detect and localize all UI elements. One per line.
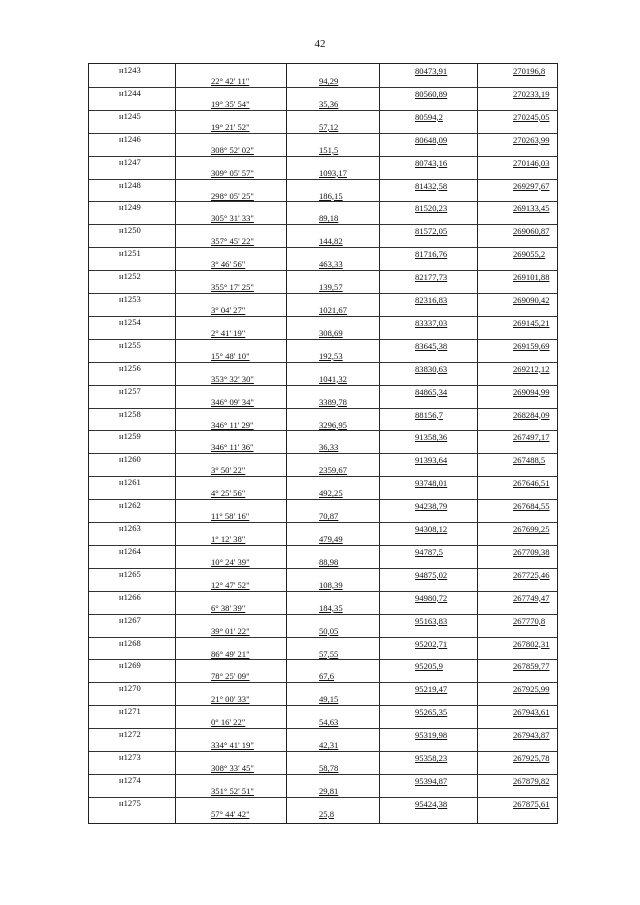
- bearing-angle: 309° 05' 57": [211, 167, 254, 178]
- point-label: н1275: [119, 797, 141, 808]
- row-divider: [89, 522, 557, 523]
- bearing-angle: 298° 05' 25": [211, 190, 254, 201]
- segment-distance: 108,39: [319, 579, 343, 590]
- row-divider: [89, 453, 557, 454]
- y-coordinate: 267699,25: [513, 524, 550, 534]
- y-coordinate: 267684,55: [513, 501, 550, 512]
- row-divider: [89, 682, 557, 683]
- segment-distance: 50,05: [319, 625, 339, 636]
- bearing-angle: 346° 09' 34": [211, 396, 254, 407]
- row-divider: [89, 110, 557, 111]
- bearing-angle: 21° 00' 33": [211, 694, 250, 705]
- x-coordinate: 93748,01: [415, 478, 448, 489]
- table-row: [89, 545, 557, 568]
- x-coordinate: 81716,76: [415, 249, 448, 260]
- point-label: н1250: [119, 225, 141, 236]
- segment-distance: 3389,78: [319, 396, 347, 407]
- x-coordinate: 88156,7: [415, 409, 443, 420]
- x-coordinate: 95424,38: [415, 798, 448, 809]
- row-divider: [89, 156, 557, 157]
- point-label: н1270: [119, 683, 141, 694]
- point-label: н1257: [119, 385, 141, 396]
- row-divider: [89, 728, 557, 729]
- table-row: [89, 133, 557, 156]
- table-row: [89, 430, 557, 453]
- segment-distance: 57,12: [319, 121, 339, 132]
- y-coordinate: 267770,8: [513, 615, 546, 626]
- segment-distance: 58,78: [319, 763, 339, 773]
- table-row: [89, 659, 557, 682]
- table-row: [89, 316, 557, 339]
- table-row: [89, 87, 557, 110]
- table-row: [89, 774, 557, 797]
- y-coordinate: 269159,69: [513, 340, 550, 351]
- x-coordinate: 80743,16: [415, 157, 448, 168]
- y-coordinate: 269060,87: [513, 226, 550, 237]
- table-row: [89, 179, 557, 202]
- table-row: [89, 224, 557, 247]
- point-label: н1264: [119, 545, 141, 556]
- table-row: [89, 64, 557, 87]
- segment-distance: 192,53: [319, 350, 343, 361]
- table-row: [89, 705, 557, 728]
- segment-distance: 29,81: [319, 785, 339, 796]
- x-coordinate: 80560,89: [415, 88, 448, 99]
- row-divider: [89, 591, 557, 592]
- table-row: [89, 637, 557, 660]
- bearing-angle: 308° 52' 02": [211, 144, 254, 155]
- point-label: н1256: [119, 362, 141, 373]
- bearing-angle: 12° 47' 52": [211, 579, 250, 590]
- bearing-angle: 19° 35' 54": [211, 98, 250, 109]
- bearing-angle: 305° 31' 33": [211, 213, 254, 224]
- point-label: н1254: [119, 316, 141, 327]
- x-coordinate: 82316,83: [415, 295, 448, 305]
- y-coordinate: 269297,67: [513, 180, 550, 191]
- row-divider: [89, 705, 557, 706]
- x-coordinate: 91358,36: [415, 432, 448, 443]
- row-divider: [89, 568, 557, 569]
- x-coordinate: 94787,5: [415, 546, 443, 557]
- y-coordinate: 269094,99: [513, 386, 550, 397]
- segment-distance: 57,55: [319, 648, 339, 659]
- segment-distance: 94,29: [319, 76, 339, 86]
- point-label: н1249: [119, 202, 141, 213]
- x-coordinate: 81572,05: [415, 226, 448, 237]
- row-divider: [89, 774, 557, 775]
- point-label: н1252: [119, 271, 141, 282]
- x-coordinate: 82177,73: [415, 272, 448, 283]
- bearing-angle: 357° 45' 22": [211, 236, 254, 247]
- row-divider: [89, 224, 557, 225]
- x-coordinate: 94875,02: [415, 569, 448, 580]
- bearing-angle: 19° 21' 52": [211, 121, 250, 132]
- point-label: н1272: [119, 729, 141, 740]
- row-divider: [89, 408, 557, 409]
- segment-distance: 3296,95: [319, 419, 347, 430]
- table-row: [89, 408, 557, 431]
- x-coordinate: 83645,38: [415, 340, 448, 351]
- row-divider: [89, 179, 557, 180]
- bearing-angle: 10° 24' 39": [211, 556, 250, 567]
- y-coordinate: 267925,99: [513, 684, 550, 695]
- y-coordinate: 267879,82: [513, 775, 550, 786]
- point-label: н1253: [119, 294, 141, 304]
- x-coordinate: 95219,47: [415, 684, 448, 695]
- table-row: [89, 293, 557, 316]
- table-row: [89, 682, 557, 705]
- y-coordinate: 267859,77: [513, 661, 550, 672]
- point-label: н1265: [119, 568, 141, 579]
- bearing-angle: 15° 48' 10": [211, 350, 250, 361]
- y-coordinate: 267875,61: [513, 798, 550, 809]
- row-divider: [89, 385, 557, 386]
- x-coordinate: 95202,71: [415, 638, 448, 649]
- segment-distance: 1093,17: [319, 167, 347, 178]
- y-coordinate: 269090,42: [513, 295, 550, 305]
- row-divider: [89, 339, 557, 340]
- point-label: н1251: [119, 248, 141, 259]
- y-coordinate: 269145,21: [513, 317, 550, 328]
- point-label: н1243: [119, 65, 141, 75]
- x-coordinate: 95358,23: [415, 753, 448, 763]
- x-coordinate: 81432,58: [415, 180, 448, 191]
- point-label: н1271: [119, 706, 141, 717]
- bearing-angle: 6° 38' 39": [211, 602, 246, 613]
- point-label: н1248: [119, 179, 141, 190]
- bearing-angle: 4° 25' 56": [211, 488, 246, 499]
- bearing-angle: 353° 32' 30": [211, 373, 254, 384]
- y-coordinate: 270233,19: [513, 88, 550, 99]
- x-coordinate: 80473,91: [415, 66, 448, 76]
- row-divider: [89, 430, 557, 431]
- y-coordinate: 270263,99: [513, 134, 550, 145]
- segment-distance: 25,8: [319, 808, 335, 819]
- table-row: [89, 797, 557, 820]
- table-row: [89, 110, 557, 133]
- bearing-angle: 39° 01' 22": [211, 625, 250, 636]
- row-divider: [89, 499, 557, 500]
- segment-distance: 184,35: [319, 602, 343, 613]
- bearing-angle: 22° 42' 11": [211, 76, 250, 86]
- segment-distance: 70,87: [319, 511, 339, 522]
- row-divider: [89, 362, 557, 363]
- point-label: н1245: [119, 110, 141, 121]
- segment-distance: 89,18: [319, 213, 339, 224]
- x-coordinate: 95394,87: [415, 775, 448, 786]
- x-coordinate: 83337,03: [415, 317, 448, 328]
- point-label: н1247: [119, 156, 141, 167]
- segment-distance: 1021,67: [319, 305, 347, 315]
- row-divider: [89, 201, 557, 202]
- point-label: н1262: [119, 500, 141, 511]
- point-label: н1273: [119, 752, 141, 762]
- bearing-angle: 346° 11' 36": [211, 442, 254, 453]
- point-label: н1269: [119, 660, 141, 671]
- segment-distance: 139,57: [319, 282, 343, 293]
- segment-distance: 186,15: [319, 190, 343, 201]
- point-label: н1246: [119, 133, 141, 144]
- bearing-angle: 1° 12' 38": [211, 534, 246, 544]
- x-coordinate: 83830,63: [415, 363, 448, 374]
- bearing-angle: 3° 50' 22": [211, 465, 246, 476]
- point-label: н1266: [119, 591, 141, 602]
- x-coordinate: 95319,98: [415, 730, 448, 741]
- segment-distance: 2359,67: [319, 465, 347, 476]
- x-coordinate: 94308,12: [415, 524, 448, 534]
- segment-distance: 151,5: [319, 144, 339, 155]
- segment-distance: 144,82: [319, 236, 343, 247]
- bearing-angle: 351° 52' 51": [211, 785, 254, 796]
- point-label: н1268: [119, 637, 141, 648]
- bearing-angle: 57° 44' 42": [211, 808, 250, 819]
- point-label: н1260: [119, 454, 141, 465]
- x-coordinate: 94980,72: [415, 592, 448, 603]
- row-divider: [89, 270, 557, 271]
- y-coordinate: 267646,51: [513, 478, 550, 489]
- segment-distance: 67,6: [319, 671, 335, 682]
- segment-distance: 49,15: [319, 694, 339, 705]
- table-row: [89, 247, 557, 270]
- bearing-angle: 355° 17' 25": [211, 282, 254, 293]
- table-row: [89, 453, 557, 476]
- y-coordinate: 267488,5: [513, 455, 546, 466]
- segment-distance: 42,31: [319, 740, 339, 751]
- table-row: [89, 568, 557, 591]
- table-row: [89, 728, 557, 751]
- point-label: н1259: [119, 431, 141, 442]
- table-row: [89, 614, 557, 637]
- x-coordinate: 81520,23: [415, 203, 448, 214]
- row-divider: [89, 87, 557, 88]
- y-coordinate: 268284,09: [513, 409, 550, 420]
- bearing-angle: 334° 41' 19": [211, 740, 254, 751]
- x-coordinate: 84865,34: [415, 386, 448, 397]
- table-row: [89, 270, 557, 293]
- y-coordinate: 269055,2: [513, 249, 546, 260]
- table-row: [89, 476, 557, 499]
- point-label: н1255: [119, 339, 141, 350]
- point-label: н1267: [119, 614, 141, 625]
- row-divider: [89, 247, 557, 248]
- point-label: н1274: [119, 774, 141, 785]
- y-coordinate: 269212,12: [513, 363, 550, 374]
- row-divider: [89, 316, 557, 317]
- segment-distance: 36,33: [319, 442, 339, 453]
- row-divider: [89, 614, 557, 615]
- row-divider: [89, 659, 557, 660]
- table-row: [89, 591, 557, 614]
- x-coordinate: 80594,2: [415, 111, 443, 122]
- table-row: [89, 499, 557, 522]
- y-coordinate: 267802,31: [513, 638, 550, 649]
- table-row: [89, 751, 557, 774]
- y-coordinate: 269133,45: [513, 203, 550, 214]
- y-coordinate: 267709,38: [513, 546, 550, 557]
- x-coordinate: 80648,09: [415, 134, 448, 145]
- x-coordinate: 91393,64: [415, 455, 448, 466]
- table-row: [89, 362, 557, 385]
- segment-distance: 88,98: [319, 556, 339, 567]
- row-divider: [89, 293, 557, 294]
- bearing-angle: 346° 11' 29": [211, 419, 254, 430]
- row-divider: [89, 476, 557, 477]
- y-coordinate: 270245,05: [513, 111, 550, 122]
- point-label: н1258: [119, 408, 141, 419]
- bearing-angle: 3° 04' 27": [211, 305, 246, 315]
- segment-distance: 54,63: [319, 717, 339, 728]
- point-label: н1244: [119, 87, 141, 98]
- y-coordinate: 270196,8: [513, 66, 546, 76]
- x-coordinate: 95163,83: [415, 615, 448, 626]
- row-divider: [89, 637, 557, 638]
- table-row: [89, 201, 557, 224]
- segment-distance: 308,69: [319, 327, 343, 338]
- bearing-angle: 11° 58' 16": [211, 511, 250, 522]
- segment-distance: 463,33: [319, 259, 343, 270]
- bearing-angle: 0° 16' 22": [211, 717, 246, 728]
- bearing-angle: 3° 46' 56": [211, 259, 246, 270]
- x-coordinate: 95265,35: [415, 707, 448, 718]
- y-coordinate: 267943,87: [513, 730, 550, 741]
- y-coordinate: 267725,46: [513, 569, 550, 580]
- y-coordinate: 269101,88: [513, 272, 550, 283]
- point-label: н1263: [119, 523, 141, 533]
- segment-distance: 492,25: [319, 488, 343, 499]
- y-coordinate: 267749,47: [513, 592, 550, 603]
- table-row: [89, 156, 557, 179]
- bearing-angle: 86° 49' 21": [211, 648, 250, 659]
- segment-distance: 1041,32: [319, 373, 347, 384]
- row-divider: [89, 545, 557, 546]
- bearing-angle: 308° 33' 45": [211, 763, 254, 773]
- row-divider: [89, 797, 557, 798]
- point-label: н1261: [119, 477, 141, 488]
- segment-distance: 35,36: [319, 98, 339, 109]
- row-divider: [89, 751, 557, 752]
- page-number: 42: [314, 38, 326, 50]
- table-row: [89, 522, 557, 545]
- y-coordinate: 267925,78: [513, 753, 550, 763]
- table-row: [89, 385, 557, 408]
- row-divider: [89, 133, 557, 134]
- x-coordinate: 94238,79: [415, 501, 448, 512]
- table-row: [89, 339, 557, 362]
- y-coordinate: 270146,03: [513, 157, 550, 168]
- y-coordinate: 267497,17: [513, 432, 550, 443]
- coordinates-table: [88, 63, 558, 824]
- bearing-angle: 78° 25' 09": [211, 671, 250, 682]
- x-coordinate: 95205,9: [415, 661, 443, 672]
- segment-distance: 479,49: [319, 534, 343, 544]
- bearing-angle: 2° 41' 19": [211, 327, 246, 338]
- y-coordinate: 267943,61: [513, 707, 550, 718]
